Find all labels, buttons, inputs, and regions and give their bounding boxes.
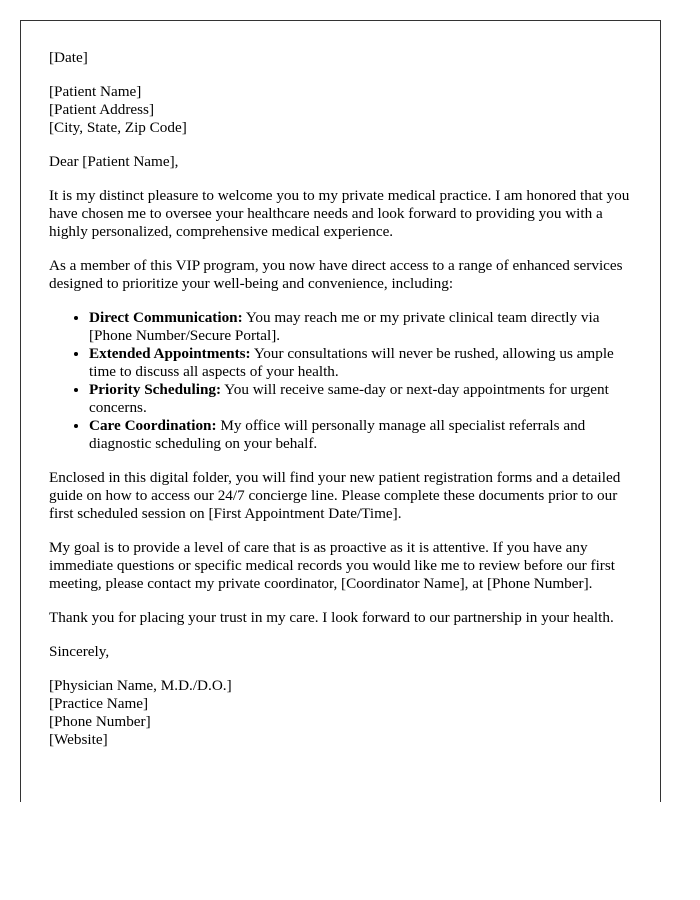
letter-body xyxy=(49,49,639,765)
enclosed-paragraph: Enclosed in this digital folder, you will find your new patient registration forms and a detailed guide on how to access our 24/7 concierge line. Please complete these documents prior to our first scheduled session on [First Appointment Date/Time]. xyxy=(49,469,621,522)
service-description: My office will personally manage all specialist referrals and diagnostic scheduling on your behalf. xyxy=(89,417,586,452)
closing: Sincerely, xyxy=(49,643,110,660)
service-title: Care Coordination: xyxy=(89,417,217,434)
service-description: Your consultations will never be rushed, allowing us ample time to discuss all aspects of your health. xyxy=(89,345,614,380)
practice-website: [Website] xyxy=(49,731,108,748)
service-title: Extended Appointments: xyxy=(89,345,251,362)
salutation: Dear [Patient Name], xyxy=(49,153,179,170)
service-item-care-coordination xyxy=(89,417,639,453)
service-title: Direct Communication: xyxy=(89,309,243,326)
service-item-extended-appointments xyxy=(89,345,639,381)
practice-name: [Practice Name] xyxy=(49,695,149,712)
welcome-paragraph: It is my distinct pleasure to welcome you to my private medical practice. I am honored that you have chosen me to oversee your healthcare needs and look forward to providing you with a highly personalized, comprehensive medical experience. xyxy=(49,187,630,240)
goal-paragraph: My goal is to provide a level of care that is as proactive as it is attentive. If you have any immediate questions or specific medical records you would like me to review before our first meeting, please contact my private coordinator, [Coordinator Name], at [Phone Number]. xyxy=(49,539,615,592)
recipient-block xyxy=(49,83,639,137)
recipient-address: [Patient Address] xyxy=(49,101,155,118)
practice-phone: [Phone Number] xyxy=(49,713,151,730)
recipient-name: [Patient Name] xyxy=(49,83,142,100)
service-item-priority-scheduling xyxy=(89,381,639,417)
service-title: Priority Scheduling: xyxy=(89,381,222,398)
signature-block xyxy=(49,677,639,749)
vip-intro-paragraph: As a member of this VIP program, you now have direct access to a range of enhanced services designed to prioritize your well-being and convenience, including: xyxy=(49,257,623,292)
letter-date: [Date] xyxy=(49,49,88,66)
services-list xyxy=(49,309,639,453)
letter-page xyxy=(20,20,661,802)
recipient-city-state-zip: [City, State, Zip Code] xyxy=(49,119,187,136)
service-description: You will receive same-day or next-day appointments for urgent concerns. xyxy=(89,381,609,416)
service-description: You may reach me or my private clinical team directly via [Phone Number/Secure Portal]. xyxy=(89,309,600,344)
thank-you-paragraph: Thank you for placing your trust in my care. I look forward to our partnership in your health. xyxy=(49,609,614,626)
physician-name: [Physician Name, M.D./D.O.] xyxy=(49,677,232,694)
service-item-direct-communication xyxy=(89,309,639,345)
